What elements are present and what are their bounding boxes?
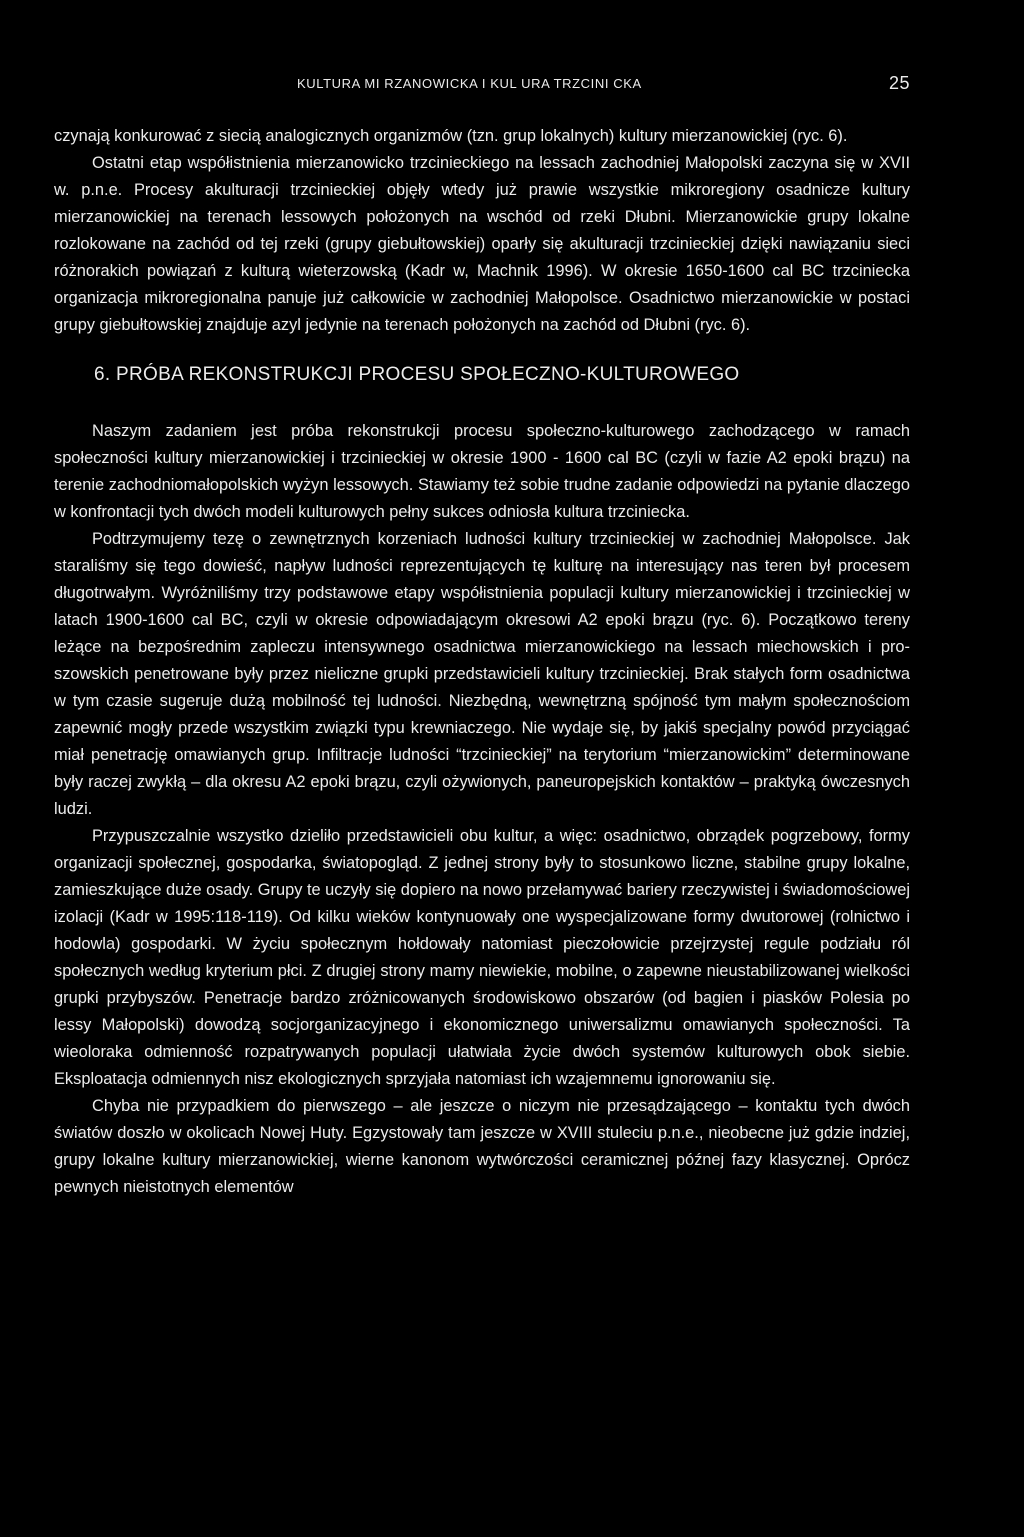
- running-header-title: KULTURA MI RZANOWICKA I KUL URA TRZCINI CKA: [297, 76, 642, 91]
- paragraph-continuation: czynają konkurować z siecią analogicznych organizmów (tzn. grup lokalnych) kultury mierzanowickiej (ryc. 6).: [54, 127, 848, 145]
- paragraph: Przypuszczalnie wszystko dzieliło przedstawicieli obu kultur, a więc: osadnictwo, obrządek pogrzebowy, formy organizacji społecznej, gospodarka, światopogląd. Z jednej strony były to stosunkowo liczne, stabilne grupy lokalne, zamieszkujące duże osady. Grupy te uczyły się dopiero na nowo przełamywać bariery rzeczywistej i świadomościowej izolacji (Kadr w 1995:118-119). Od kilku wieków kontynuowały one wyspecjalizowane formy dwutorowej (rolnictwo i hodowla) gospodarki. W życiu społecznym hołdowały natomiast pieczołowicie przejrzystej regule podziału ról społecznych według kryterium płci. Z drugiej strony mamy niewiekie, mobilne, o zapewne nieustabilizowanej wielkości grupki przybyszów. Penetracje bardzo zróżnicowanych środowiskowo obszarów (od bagien i piasków Polesia po lessy Małopolski) dowodzą socjorganizacyjnego i ekonomicznego uniwersalizmu omawianych społeczności. Ta wieoloraka odmienność rozpatrywanych populacji ułatwiała życie dwóch systemów kulturowych obok siebie. Eksploatacja odmiennych nisz ekologicznych sprzyjała natomiast ich wzajemnemu ignorowaniu się.: [54, 827, 911, 1088]
- document-page: [54, 70, 910, 1201]
- paragraph: Chyba nie przypadkiem do pierwszego – ale jeszcze o niczym nie przesądzającego – kontaktu tych dwóch światów doszło w okolicach Nowej Huty. Egzystowały tam jeszcze w XVIII stuleciu p.n.e., nieobecne już gdzie indziej, grupy lokalne kultury mierzanowickiej, wierne kanonom wytwórczości ceramicznej późnej fazy klasycznej. Oprócz pewnych nieistotnych elementów: [54, 1097, 910, 1196]
- running-header: [54, 70, 910, 102]
- paragraph: Podtrzymujemy tezę o zewnętrznych korzeniach ludności kultury trzcinieckiej w zachodniej Małopolsce. Jak staraliśmy się tego dowieść, napływ ludności reprezentujących tę kulturę na interesujący nas teren był procesem długotrwałym. Wyróżniliśmy trzy podstawowe etapy współistnienia populacji kultury mierzanowickiej i trzcinieckiej w latach 1900-1600 cal BC, czyli w okresie odpowiadającym okresowi A2 epoki brązu (ryc. 6). Początkowo tereny leżące na bezpośrednim zapleczu intensywnego osadnictwa mierzanowickiego na lessach miechowskich i proszowskich penetrowane były przez nieliczne grupki przedstawicieli kultury trzcinieckiej. Brak stałych form osadnictwa w tym czasie sugeruje dużą mobilność tej ludności. Niezbędną, wewnętrzną spójność tym małym społecznościom zapewnić mogły przede wszystkim związki typu krewniaczego. Nie wydaje się, by jakiś specjalny powód przyciągać miał penetrację omawianych grup. Infiltracje ludności “trzcinieckiej” na terytorium “mierzanowickim” determinowane były raczej zwykłą – dla okresu A2 epoki brązu, czyli ożywionych, paneuropejskich kontaktów – praktyką ówczesnych ludzi.: [54, 530, 910, 818]
- paragraph: Ostatni etap współistnienia mierzanowicko trzcinieckiego na lessach zachodniej Małopolski zaczyna się w XVII w. p.n.e. Procesy akulturacji trzcinieckiej objęły wtedy już prawie wszystkie mikroregiony osadnicze kultury mierzanowickiej na terenach lessowych położonych na wschód od rzeki Dłubni. Mierzanowickie grupy lokalne rozlokowane na zachód od tej rzeki (grupy giebułtowskiej) oparły się akulturacji trzcinieckiej dzięki nawiązaniu sieci różnorakich powiązań z kulturą wieterzowską (Kadr w, Machnik 1996). W okresie 1650-1600 cal BC trzciniecka organizacja mikroregionalna panuje już całkowicie w zachodniej Małopolsce. Osadnictwo mierzanowickie w postaci grupy giebułtowskiej znajduje azyl jedynie na terenach położonych na zachód od Dłubni (ryc. 6).: [54, 154, 910, 334]
- section-heading: 6. PRÓBA REKONSTRUKCJI PROCESU SPOŁECZNO-KULTUROWEGO: [94, 364, 740, 385]
- paragraph: Naszym zadaniem jest próba rekonstrukcji procesu społeczno-kulturowego zachodzącego w ramach społeczności kultury mierzanowickiej i trzcinieckiej w okresie 1900 - 1600 cal BC (czyli w fazie A2 epoki brązu) na terenie zachodniomałopolskich wyżyn lessowych. Stawiamy też sobie trudne zadanie odpowiedzi na pytanie dlaczego w konfrontacji tych dwóch modeli kulturowych pełny sukces odniosła kultura trzciniecka.: [54, 422, 910, 521]
- page-number: 25: [888, 73, 910, 93]
